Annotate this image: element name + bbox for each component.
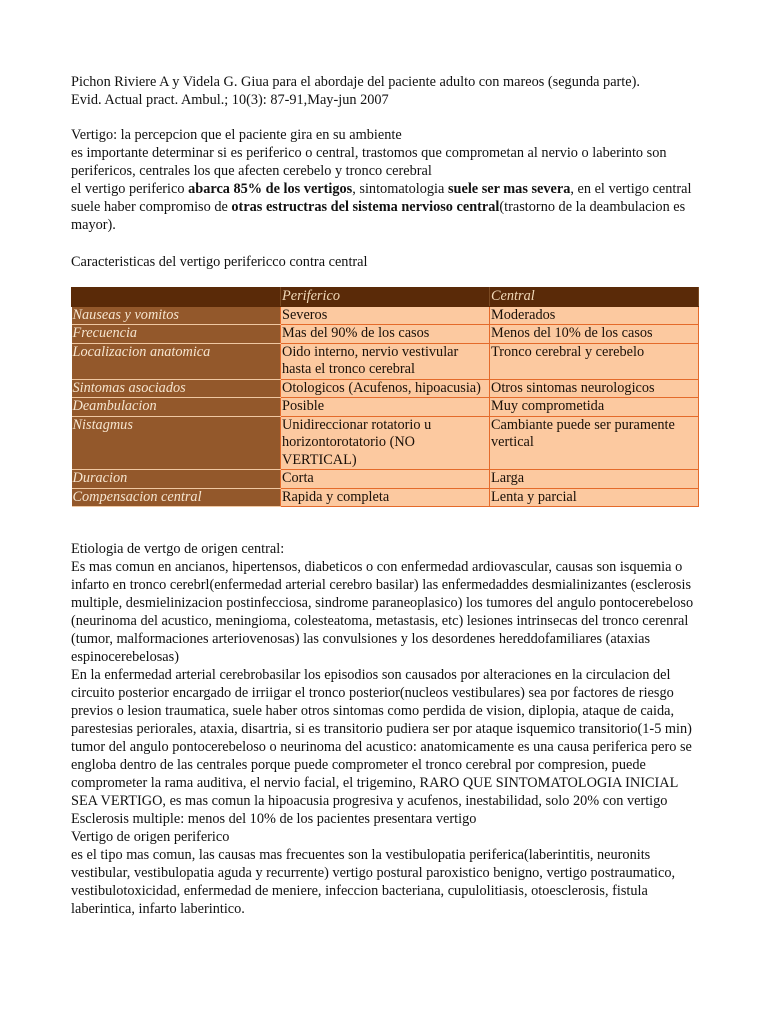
cell-periferico: Mas del 90% de los casos [281, 325, 490, 344]
peripheral-heading: Vertigo de origen periferico [71, 829, 230, 845]
etiology-paragraph: Es mas comun en ancianos, hipertensos, diabeticos o con enfermedad ardiovascular, causas son isquemia o infarto en tronco cerebrl(enfermedad arterial cerebro basilar) las enfermedaddes desmialinizantes (esclerosis multiple, desmielinizacion postinfecciosa, sindrome paraneoplasico) los tumores del angulo pontocerebeloso (neurinoma del acustico, meningioma, colesteatoma, metastasis, etc) lesiones intrinsecas del tronco cerenral (tumor, malformaciones arteriovenosas) las convulsiones y los desordenes hereddofamiliares (ataxias espinocerebelosas) [71, 559, 694, 665]
table-row [72, 379, 699, 398]
table-row [72, 343, 699, 379]
table-row [72, 416, 699, 470]
row-label: Sintomas asociados [72, 379, 281, 398]
cell-central: Tronco cerebral y cerebelo [490, 343, 699, 379]
row-label: Frecuencia [72, 325, 281, 344]
table-header-periferico: Periferico [281, 288, 490, 307]
table-header-row [72, 288, 699, 307]
table-row [72, 306, 699, 325]
comparison-table [71, 287, 699, 507]
reference-line-2: Evid. Actual pract. Ambul.; 10(3): 87-91,May-jun 2007 [71, 92, 389, 108]
bold-other-structures: otras estructras del sistema nervioso central [231, 199, 500, 215]
table-row [72, 398, 699, 417]
reference-citation [71, 73, 701, 109]
body-section [71, 540, 701, 918]
cell-periferico: Rapida y completa [281, 488, 490, 507]
cell-central: Menos del 10% de los casos [490, 325, 699, 344]
table-row [72, 325, 699, 344]
vertigo-importance: es importante determinar si es periferico o central, trastomos que comprometan al nervio o laberinto son perifericos, centrales los que afecten cerebelo y tronco cerebral [71, 145, 667, 179]
cell-central: Larga [490, 470, 699, 489]
cell-central: Lenta y parcial [490, 488, 699, 507]
comparison-table-wrapper [71, 287, 698, 507]
table-row [72, 470, 699, 489]
cell-periferico: Posible [281, 398, 490, 417]
row-label: Compensacion central [72, 488, 281, 507]
table-header-central: Central [490, 288, 699, 307]
vertigo-definition: Vertigo: la percepcion que el paciente gira en su ambiente [71, 127, 402, 143]
tumor-paragraph: tumor del angulo pontocerebeloso o neurinoma del acustico: anatomicamente es una causa periferica pero se engloba dentro de las centrales porque puede comprometer el tronco cerebral por compresion, puede comprometer la rama auditiva, el nervio facial, el trigemino, RARO QUE SINTOMATOLOGIA INICIAL SEA VERTIGO, es mas comun la hipoacusia progresiva y acufenos, inestabilidad, solo 20% con vertigo [71, 739, 692, 809]
vertigo-comparison: el vertigo periferico abarca 85% de los vertigos, sintomatologia suele ser mas severa, en el vertigo central suele haber compromiso de otras estructras del sistema nervioso central(trastorno de la deambulacion es mayor). [71, 181, 692, 233]
row-label: Deambulacion [72, 398, 281, 417]
reference-line-1: Pichon Riviere A y Videla G. Giua para el abordaje del paciente adulto con mareos (segunda parte). [71, 74, 640, 90]
table-caption: Caracteristicas del vertigo perifericco contra central [71, 254, 368, 270]
row-label: Localizacion anatomica [72, 343, 281, 379]
cell-central: Moderados [490, 306, 699, 325]
row-label: Nauseas y vomitos [72, 306, 281, 325]
row-label: Duracion [72, 470, 281, 489]
bold-more-severe: suele ser mas severa [447, 181, 571, 197]
cell-periferico: Unidireccionar rotatorio u horizontorotatorio (NO VERTICAL) [281, 416, 490, 470]
vertebrobasilar-paragraph: En la enfermedad arterial cerebrobasilar los episodios son causados por alteraciones en la circulacion del circuito posterior encargado de irriigar el tronco posterior(nucleos vestibulares) sea por factores de riesgo previos o lesion traumatica, suele haber otros sintomas como perdida de vision, diplopia, ataque de caida, parestesias periorales, ataxia, disartria, si es transitorio pudiera ser por ataque isquemico transitorio(1-5 min) [71, 667, 692, 737]
cell-central: Cambiante puede ser puramente vertical [490, 416, 699, 470]
intro-section [71, 126, 701, 234]
table-header-empty [72, 288, 281, 307]
cell-periferico: Corta [281, 470, 490, 489]
cell-central: Otros sintomas neurologicos [490, 379, 699, 398]
multiple-sclerosis-paragraph: Esclerosis multiple: menos del 10% de los pacientes presentara vertigo [71, 811, 477, 827]
cell-periferico: Oido interno, nervio vestivular hasta el tronco cerebral [281, 343, 490, 379]
cell-periferico: Severos [281, 306, 490, 325]
cell-periferico: Otologicos (Acufenos, hipoacusia) [281, 379, 490, 398]
etiology-heading: Etiologia de vertgo de origen central: [71, 541, 285, 557]
row-label: Nistagmus [72, 416, 281, 470]
cell-central: Muy comprometida [490, 398, 699, 417]
bold-85-percent: abarca 85% de los vertigos [188, 181, 353, 197]
table-row [72, 488, 699, 507]
peripheral-paragraph: es el tipo mas comun, las causas mas frecuentes son la vestibulopatia periferica(laberintitis, neuronits vestibular, vestibulopatia aguda y recurrente) vertigo postural paroxistico benigno, vertigo postraumatico, vestibulotoxicidad, enfermedad de meniere, infeccion bacteriana, cupulolitiasis, otoesclerosis, fistula laberintica, infarto laberintico. [71, 847, 676, 917]
